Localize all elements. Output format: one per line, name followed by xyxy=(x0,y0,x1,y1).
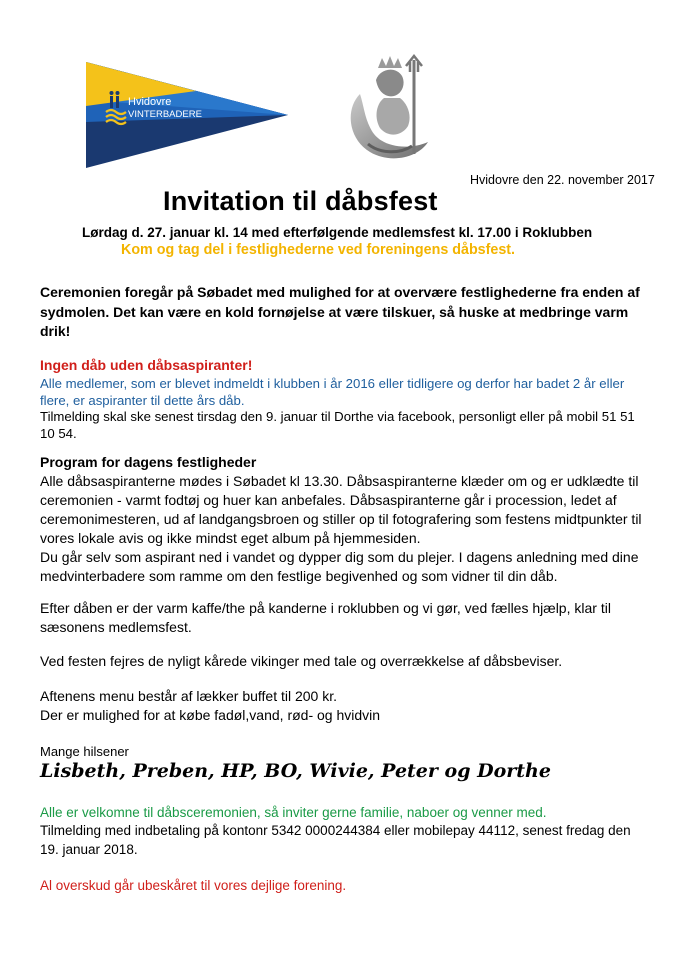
program-heading: Program for dagens festligheder xyxy=(40,454,257,470)
menu-paragraph xyxy=(40,687,650,725)
welcome-line: Alle er velkomne til dåbsceremonien, så inviter gerne familie, naboer og venner med. xyxy=(40,805,547,820)
neptune-emblem-icon xyxy=(340,54,438,166)
date-line: Hvidovre den 22. november 2017 xyxy=(470,173,655,187)
aspirants-signup-text: Tilmelding skal ske senest tirsdag den 9. januar til Dorthe via facebook, personligt eller på mobil 51 51 10 54. xyxy=(40,409,635,441)
menu-line-2: Der er mulighed for at købe fadøl,vand, rød- og hvidvin xyxy=(40,707,381,723)
brand-line-1: Hvidovre xyxy=(128,96,172,108)
aspirants-members-text: Alle medlemer, som er blevet indmeldt i klubben i år 2016 eller tidligere og derfor har badet 2 år eller flere, er aspiranter til dette års dåb. xyxy=(40,376,625,408)
surplus-line: Al overskud går ubeskåret til vores dejlige forening. xyxy=(40,878,347,893)
program-body-2: Du går selv som aspirant ned i vandet og dypper dig som du plejer. I dagens anledning med dine medvinterbadere som ramme om den festlige begivenhed og som vidner til din dåb. xyxy=(40,549,639,584)
page-title: Invitation til dåbsfest xyxy=(163,186,438,216)
ceremony-paragraph: Ceremonien foregår på Søbadet med mulighed for at overvære festlighederne fra enden af sydmolen. Det kan være en kold fornøjelse at være tilskuer, så huske at medbringe varm drik! xyxy=(40,284,640,339)
brand-line-2: VINTERBADERE xyxy=(128,109,202,120)
menu-line-1: Aftenens menu består af lækker buffet til 200 kr. xyxy=(40,688,338,704)
payment-text: Tilmelding med indbetaling på kontonr 5342 0000244384 eller mobilepay 44112, senest fredag den 19. januar 2018. xyxy=(40,823,631,857)
after-paragraph: Efter dåben er der varm kaffe/the på kanderne i roklubben og vi gør, ved fælles hjælp, klar til sæsonens medlemsfest. xyxy=(40,600,611,635)
signature: Lisbeth, Preben, HP, BO, Wivie, Peter og Dorthe xyxy=(40,760,551,782)
greeting: Mange hilsener xyxy=(40,744,129,759)
program-body xyxy=(40,472,650,586)
club-pennant-logo xyxy=(86,62,288,168)
party-paragraph: Ved festen fejres de nyligt kårede vikinger med tale og overrækkelse af dåbsbeviser. xyxy=(40,653,563,669)
invite-line: Kom og tag del i festlighederne ved foreningens dåbsfest. xyxy=(121,242,516,258)
event-subtitle: Lørdag d. 27. januar kl. 14 med efterfølgende medlemsfest kl. 17.00 i Roklubben xyxy=(82,225,593,240)
aspirants-heading: Ingen dåb uden dåbsaspiranter! xyxy=(40,357,253,373)
program-body-1: Alle dåbsaspiranterne mødes i Søbadet kl 13.30. Dåbsaspiranterne klæder om og er udklædte til ceremonien - varmt fodtøj og huer kan anbefales. Dåbsaspiranterne går i procession, ledet af ceremonimesteren, ud af landgangsbroen og stiller op til fotografering som festens midtpunkter til vores lokale avis og ikke mindst eget album på hjemmesiden. xyxy=(40,473,642,546)
